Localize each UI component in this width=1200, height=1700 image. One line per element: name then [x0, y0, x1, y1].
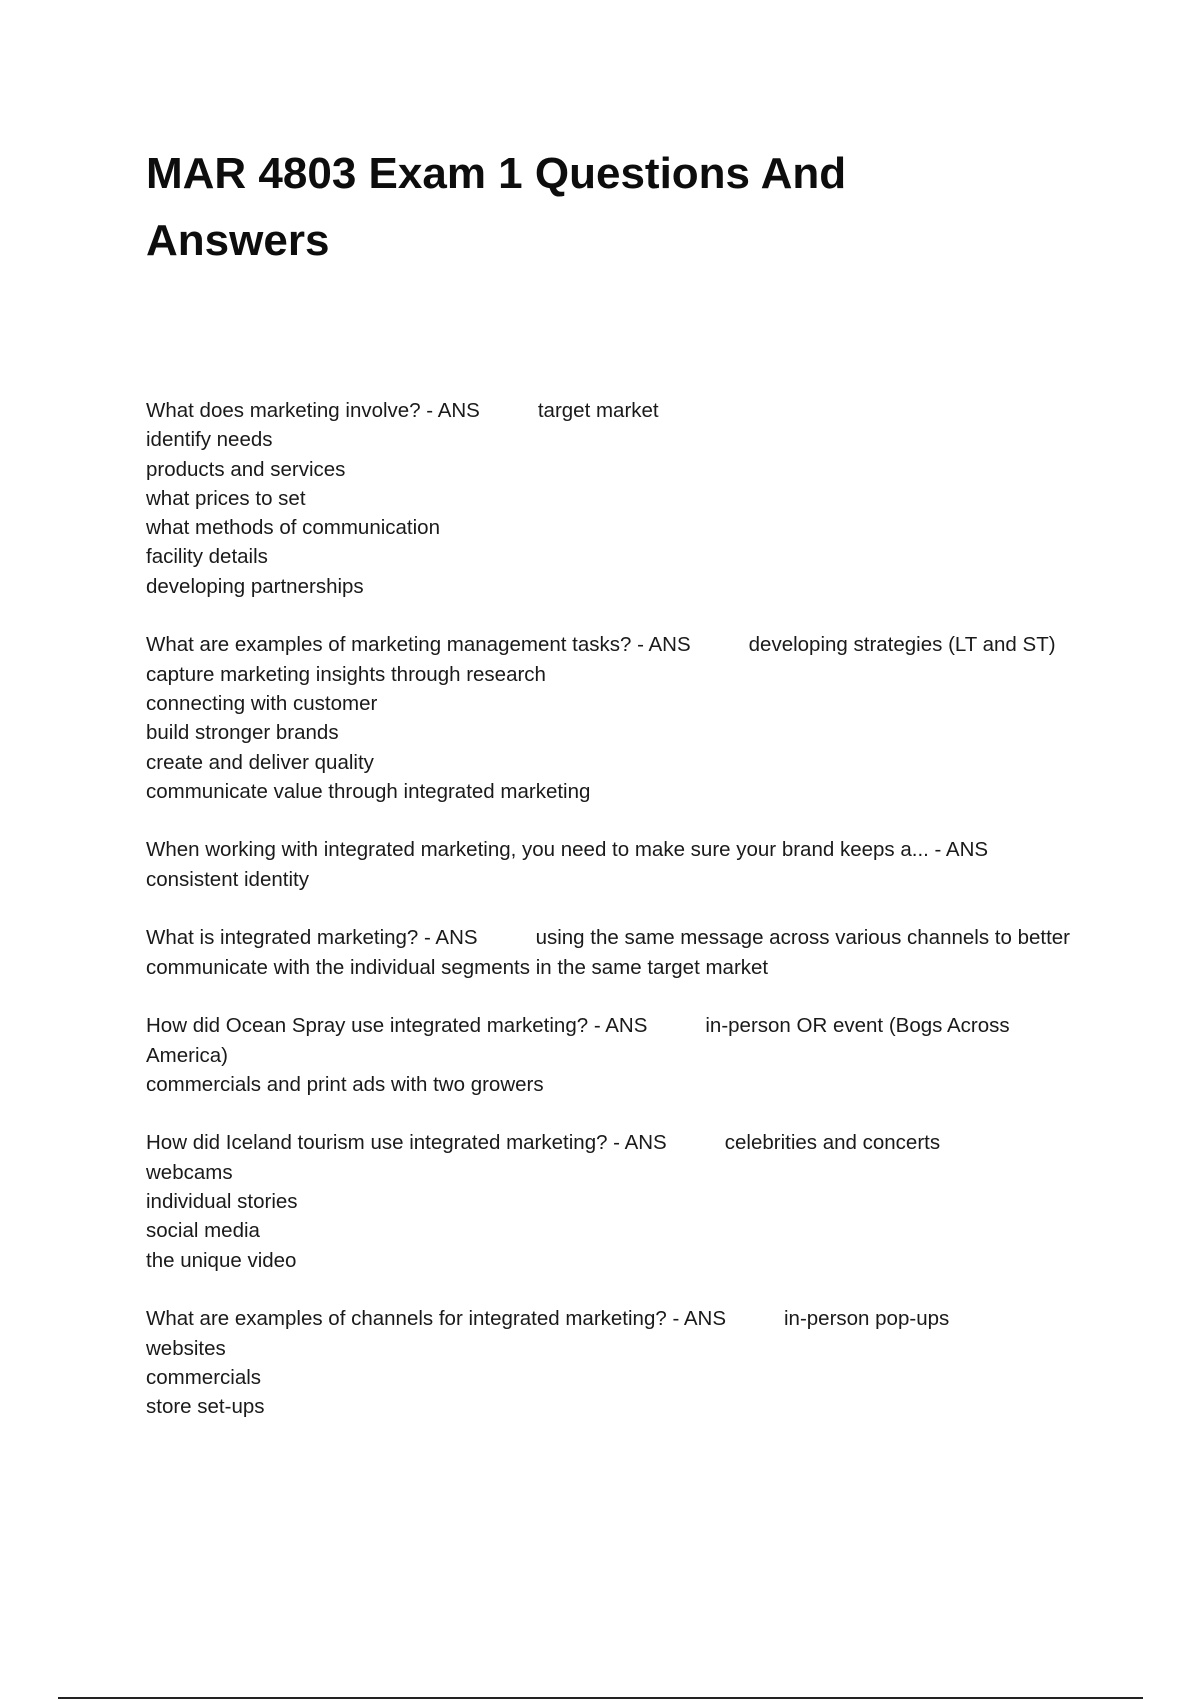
answer-line: webcams	[146, 1160, 233, 1184]
answer-line: store set-ups	[146, 1395, 265, 1419]
answer-line: using the same message across various channels to better communicate with the individual segments in the same target market	[146, 926, 1076, 979]
qa-item	[146, 1128, 1096, 1274]
answer-line: developing strategies (LT and ST)	[748, 633, 1056, 657]
qa-item	[146, 1011, 1096, 1099]
qa-list	[146, 396, 1096, 1451]
answer-line: websites	[146, 1336, 226, 1360]
qa-first-line	[146, 1128, 1096, 1157]
answer-line: products and services	[146, 457, 346, 481]
answer-line: what methods of communication	[146, 516, 440, 540]
qa-first-line	[146, 1304, 1096, 1333]
qa-first-line	[146, 396, 1096, 425]
qa-item	[146, 923, 1096, 982]
qa-first-line	[146, 1011, 1096, 1070]
qa-item	[146, 1304, 1096, 1421]
answer-line: commercials and print ads with two growers	[146, 1072, 544, 1096]
question-text: What is integrated marketing? - ANS	[146, 926, 478, 950]
answer-line: celebrities and concerts	[724, 1131, 941, 1155]
qa-item	[146, 396, 1096, 601]
answer-line: social media	[146, 1219, 260, 1243]
answer-line: create and deliver quality	[146, 750, 374, 774]
question-text: What does marketing involve? - ANS	[146, 399, 480, 422]
answer-line: the unique video	[146, 1248, 297, 1272]
question-text: What are examples of marketing management tasks? - ANS	[146, 633, 691, 657]
footer-divider	[58, 1697, 1143, 1699]
qa-item	[146, 630, 1096, 806]
question-text: How did Ocean Spray use integrated marketing? - ANS	[146, 1014, 648, 1038]
question-text: How did Iceland tourism use integrated marketing? - ANS	[146, 1131, 667, 1155]
answer-line: build stronger brands	[146, 721, 339, 745]
page-title: MAR 4803 Exam 1 Questions And Answers	[146, 149, 847, 265]
answer-line: individual stories	[146, 1190, 298, 1214]
answer-line: connecting with customer	[146, 691, 378, 715]
qa-item	[146, 835, 1096, 894]
answer-line: in-person OR event (Bogs Across America)	[146, 1014, 1015, 1067]
answer-line: developing partnerships	[146, 574, 364, 598]
answer-line: communicate value through integrated marketing	[146, 779, 591, 803]
answer-line: in-person pop-ups	[784, 1307, 950, 1331]
answer-line: capture marketing insights through research	[146, 662, 546, 686]
answer-line: what prices to set	[146, 486, 306, 510]
answer-line: target market	[537, 399, 659, 422]
question-text: What are examples of channels for integrated marketing? - ANS	[146, 1307, 726, 1331]
answer-line: facility details	[146, 545, 268, 569]
qa-first-line	[146, 630, 1096, 659]
question-text: When working with integrated marketing, you need to make sure your brand keeps a... - ANS	[146, 838, 989, 862]
qa-first-line	[146, 923, 1096, 982]
answer-line: consistent identity	[146, 867, 309, 891]
answer-line: identify needs	[146, 428, 273, 452]
answer-line: commercials	[146, 1365, 262, 1389]
